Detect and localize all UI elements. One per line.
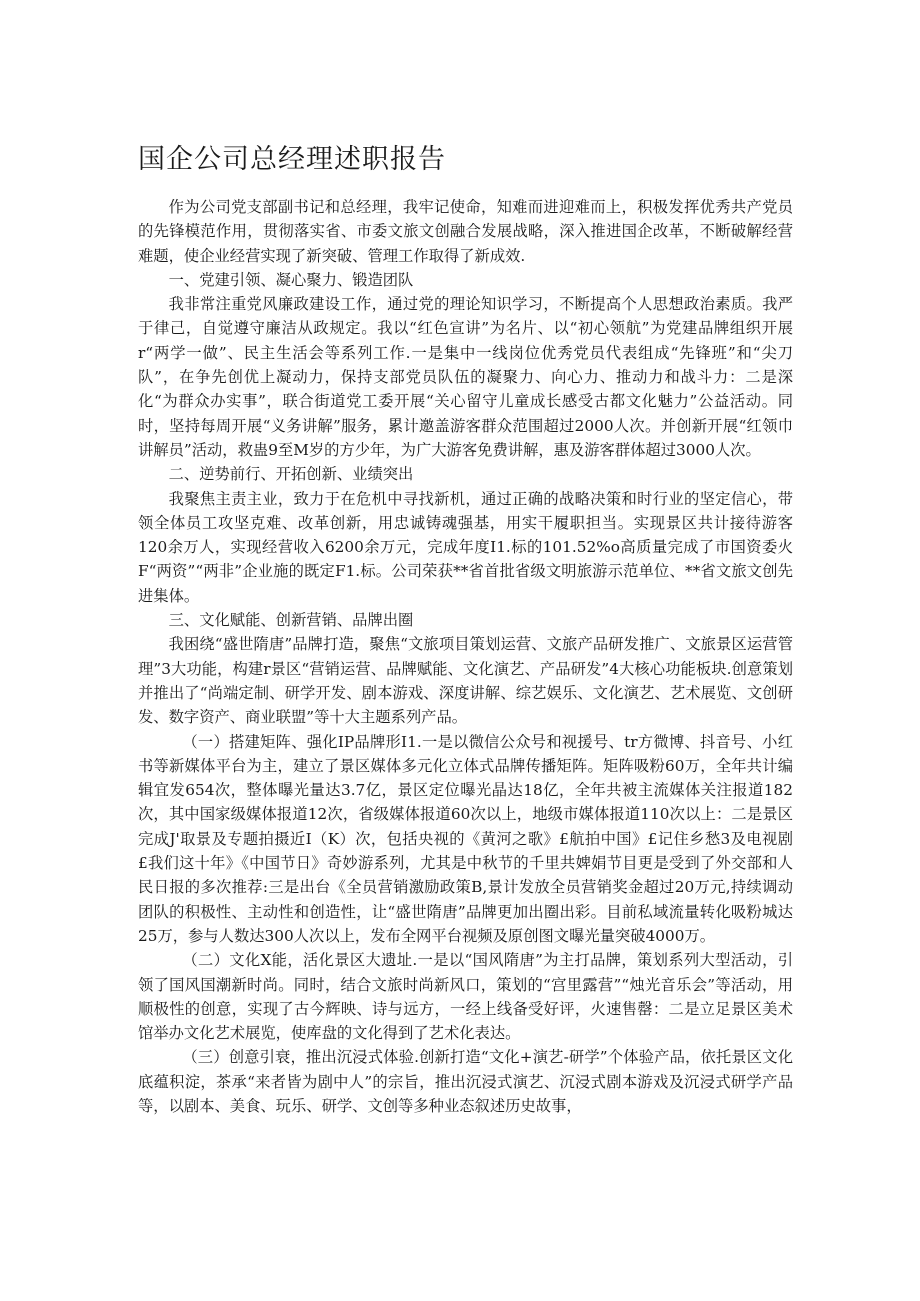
section-body-performance: 我聚焦主责主业，致力于在危机中寻找新机，通过正确的战略决策和时行业的坚定信心，带领全体员工攻坚克难、改革创新，用忠诚铸魂强基，用实干履职担当。实现景区共计接待游客120余万人，实现经营收入6200余万元，完成年度I1.标的101.52%o高质量完成了市国资委火F“两资”“两非”企业施的既定F1.标。公司荣获**省首批省级文明旅游示范单位、**省文旅文创先进集体。 bbox=[138, 489, 793, 605]
section-body-party-building: 我非常注重党风廉政建设工作，通过党的理论知识学习，不断提高个人思想政治素质。我严于律己，自觉遵守廉洁从政规定。我以“红色宣讲”为名片、以“初心领航”为党建品牌组织开展r“两学一做”、民主生活会等系列工作.一是集中一线岗位优秀党员代表组成“先锋班”和“尖刀队”，在争先创优上凝动力，保持支部党员队伍的凝聚力、向心力、推动力和战斗力：二是深化“为群众办实事”，联合街道党工委开展“关心留守儿童成长感受古都文化魅力”公益活动。同时，坚持每周开展“义务讲解”服务，累计邀盖游客群众范围超过2000人次。并创新开展“红领巾讲解员”活动，救蛊9至M岁的方少年，为广大游客免费讲解，惠及游客群体超过3000人次。 bbox=[138, 295, 793, 459]
intro-paragraph: 作为公司党支部副书记和总经理，我牢记使命，知难而进迎难而上，积极发挥优秀共产党员的先锋模范作用，贯彻落实省、市委文旅文创融合发展战略，深入推进国企改革，不断破解经营难题，使企业经营实现了新突破、管理工作取得了新成效. bbox=[138, 198, 793, 265]
section-heading-performance: 二、逆势前行、开拓创新、业绩突出 bbox=[168, 465, 414, 484]
section-heading-brand: 三、文化赋能、创新营销、品牌出圈 bbox=[168, 611, 414, 630]
document-page bbox=[138, 140, 793, 1118]
document-title: 国企公司总经理述职报告 bbox=[138, 144, 446, 175]
section-heading-party-building: 一、党建引领、凝心聚力、锻造团队 bbox=[168, 270, 414, 289]
subsection-matrix-ip: （一）搭建矩阵、强化IP品牌形I1.一是以微信公众号和视援号、tr方微博、抖音号、小红书等新媒体平台为主，建立了景区媒体多元化立体式品牌传播矩阵。矩阵吸粉60万，全年共计编辑宜发654次，整体曝光量达3.7亿，景区定位曝光晶达18亿，全年共被主流媒体关注报道182次，其中国家级媒体报道12次，省级媒体报道60次以上，地级市媒体报道110次以上：二是景区完成J'取景及专题拍摄近I（K）次，包括央视的《黄河之歌》£航拍中国》£记住乡愁3及电视剧£我们这十年》《中国节日》奇妙游系列，尤其是中秋节的千里共婢娟节目更是受到了外交部和人民日报的多次推荐:三是出台《全员营销激励政策B,景计发放全员营销奖金超过20万元,持续调动团队的积极性、主动性和创造性，让“盛世隋唐”品牌更加出圈出彩。目前私域流量转化吸粉城达25万，参与人数达300人次以上，发布全网平台视频及原创图文曝光量突破4000万。 bbox=[138, 732, 793, 945]
section-body-brand: 我困绕“盛世隋唐”品牌打造，聚焦“文旅项目策划运营、文旅产品研发推广、文旅景区运营管理”3大功能，构建r景区“营销运营、品牌赋能、文化演艺、产品研发”4大核心功能板块.创意策划并推出了“尚端定制、研学开发、剧本游戏、深度讲解、综艺娱乐、文化演艺、艺术展览、文创研发、数字资产、商业联盟”等十大主题系列产品。 bbox=[138, 635, 793, 727]
subsection-cultural-heritage: （二）文化X能，活化景区大遗址.一是以“国风隋唐”为主打品牌，策划系列大型活动，引领了国风国潮新时尚。同时，结合文旅时尚新风口，策划的“宫里露营”“烛光音乐会”等活动，用顺极性的创意，实现了古今辉映、诗与远方，一经上线备受好评，火速售罄：二是立足景区美术馆举办文化艺术展览，使库盘的文化得到了艺术化表达。 bbox=[138, 951, 793, 1043]
subsection-immersive-experience: （三）创意引衰，推出沉浸式体验.创新打造“文化+演艺-研学”个体验产品，依托景区文化底蕴积淀，茶承“来者皆为剧中人”的宗旨，推出沉浸式演艺、沉浸式剧本游戏及沉浸式研学产品等，以剧本、美食、玩乐、研学、文创等多种业态叙述历史故事， bbox=[138, 1048, 793, 1115]
